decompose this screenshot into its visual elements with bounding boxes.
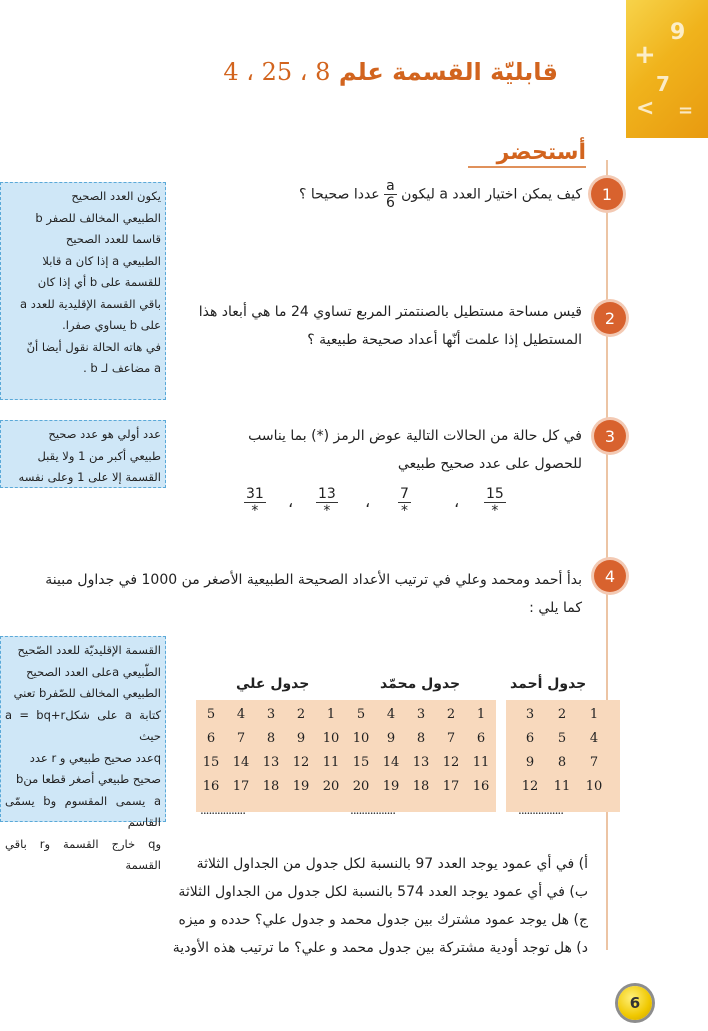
question-number-1: 1	[591, 178, 623, 210]
table-cell: 10	[585, 778, 603, 794]
q3-line-2: للحصول على عدد صحيح طبيعي	[397, 456, 582, 472]
table-row	[514, 774, 610, 798]
table-cell: 9	[386, 730, 396, 746]
definition-line: الطبيعي المخالف للصّفرb تعني	[13, 686, 161, 700]
table-cell: 11	[322, 754, 340, 770]
table-row	[196, 702, 346, 726]
definition-line: a يسمى المقسوم وb يسمّى القاسم	[5, 793, 161, 829]
section-heading: أستحضر	[496, 140, 586, 165]
question-1-text	[299, 178, 582, 211]
table-cell: 20	[322, 778, 340, 794]
title-numbers: 8 ، 25 ، 4	[223, 58, 331, 86]
table-row	[346, 702, 496, 726]
table-row	[196, 750, 346, 774]
table-cell: 3	[266, 706, 276, 722]
table-cell: 18	[262, 778, 280, 794]
table-cell: 10	[322, 730, 340, 746]
table-cell: 7	[589, 754, 599, 770]
q3-separator-3: ،	[288, 492, 294, 511]
question-4-text	[7, 566, 582, 622]
table-cell: 1	[476, 706, 486, 722]
table-cell: 19	[382, 778, 400, 794]
title-text: قابليّة القسمة علم	[338, 58, 558, 86]
definition-line: للقسمة على b أي إذا كان	[37, 275, 161, 289]
table-cell: 2	[557, 706, 567, 722]
q1-text-before: كيف يمكن اختيار العدد a ليكون	[401, 186, 582, 203]
q3-separator-1: ،	[454, 492, 460, 511]
q3-fraction-3-num: 13	[318, 486, 336, 502]
table-cell: 5	[206, 706, 216, 722]
table-cell: 6	[525, 730, 535, 746]
q2-line-2: المستطيل إذا علمت أنّها أعداد صحيحة طبيعية ؟	[307, 332, 582, 348]
sub-question-a: أ) في أي عمود يوجد العدد 97 بالنسبة لكل جدول من الجداول الثلاثة	[196, 856, 588, 872]
table-cell: 19	[292, 778, 310, 794]
definition-line: كتابة a على شكلa = bq+r حيث	[5, 707, 161, 743]
table-cell: 3	[416, 706, 426, 722]
timeline-line	[606, 160, 608, 950]
table-cell: 17	[232, 778, 250, 794]
table-mohamed	[346, 700, 496, 817]
definition-box-prime	[0, 420, 166, 488]
sub-question-c: ج) هل يوجد عمود مشترك بين جدول محمد و جدول علي؟ حدده و ميزه	[178, 912, 588, 928]
table-ahmed	[506, 700, 620, 817]
table-cell: 1	[326, 706, 336, 722]
sub-question-b: ب) في أي عمود يوجد العدد 574 بالنسبة لكل جدول من الجداول الثلاثة	[178, 884, 588, 900]
question-number-3: 3	[594, 420, 626, 452]
corner-decoration: + 9 7 < =	[626, 0, 708, 138]
table-row	[514, 726, 610, 750]
table-cell: 12	[292, 754, 310, 770]
table-cell: 13	[262, 754, 280, 770]
q3-fraction-3-den: *	[323, 503, 331, 519]
table-cell: 17	[442, 778, 460, 794]
definition-line: يكون العدد الصحيح	[71, 189, 161, 203]
table-cell: 16	[202, 778, 220, 794]
table-row	[346, 798, 496, 822]
definition-line: عدد أولي هو عدد صحيح	[48, 427, 161, 441]
table-ahmed-title: جدول أحمد	[510, 676, 587, 692]
sub-questions	[128, 850, 588, 962]
table-dots: ................	[200, 803, 246, 817]
table-cell: 8	[266, 730, 276, 746]
q2-line-1: قيس مساحة مستطيل بالصنتمتر المربع تساوي 24 ما هي أبعاد هذا	[198, 304, 582, 320]
table-cell: 8	[416, 730, 426, 746]
table-cell: 8	[557, 754, 567, 770]
table-cell: 18	[412, 778, 430, 794]
q3-fraction-4-den: *	[251, 503, 259, 519]
definition-line: qعدد صحيح طبيعي و r عدد	[29, 750, 161, 765]
definition-line: وq خارج القسمة وr باقي القسمة	[5, 836, 161, 872]
table-cell: 15	[202, 754, 220, 770]
q3-fractions	[238, 486, 518, 526]
table-row	[514, 702, 610, 726]
section-underline	[468, 166, 586, 168]
definition-line: القسمة الإقليديّة للعدد الصّحيح	[17, 643, 161, 657]
definition-line: صحيح طبيعي أصغر قطعا منb	[16, 772, 161, 786]
table-cell: 10	[352, 730, 370, 746]
table-cell: 5	[557, 730, 567, 746]
table-cell: 20	[352, 778, 370, 794]
q1-frac-den: 6	[385, 195, 395, 211]
question-number-4: 4	[594, 560, 626, 592]
q3-separator-2: ،	[365, 492, 371, 511]
table-cell: 3	[525, 706, 535, 722]
definition-line: الطّبيعي aعلى العدد الصحيح	[26, 664, 161, 679]
table-cell: 6	[476, 730, 486, 746]
definition-line: الطبيعي المخالف للصفر b	[35, 210, 161, 225]
q3-line-1: في كل حالة من الحالات التالية عوض الرمز (*) بما يناسب	[248, 428, 582, 444]
q1-fraction	[384, 178, 397, 211]
table-cell: 13	[412, 754, 430, 770]
page-title	[223, 58, 558, 86]
q3-fraction-3	[316, 486, 338, 519]
table-dots: ................	[350, 803, 396, 817]
table-cell: 4	[589, 730, 599, 746]
definition-line: a مضاعف لـ b .	[83, 361, 161, 375]
q3-fraction-4-num: 31	[246, 486, 264, 502]
table-cell: 7	[236, 730, 246, 746]
definition-line: على b يساوي صفرا.	[62, 318, 161, 332]
definition-line: القسمة إلا على 1 وعلى نفسه	[18, 470, 161, 484]
table-cell: 11	[553, 778, 571, 794]
table-cell: 14	[232, 754, 250, 770]
q1-frac-num: a	[386, 178, 395, 194]
table-cell: 4	[236, 706, 246, 722]
q3-fraction-4	[244, 486, 266, 519]
table-cell: 2	[296, 706, 306, 722]
table-mohamed-title: جدول محمّد	[380, 676, 461, 692]
q3-fraction-2-num: 7	[400, 486, 409, 502]
table-cell: 1	[589, 706, 599, 722]
table-cell: 16	[472, 778, 490, 794]
table-ali	[196, 700, 346, 817]
table-row	[346, 750, 496, 774]
page-number: 6	[618, 986, 652, 1020]
definition-line: الطبيعي a إذا كان a قابلا	[42, 253, 161, 268]
definition-line: طبيعي أكبر من 1 ولا يقبل	[37, 448, 161, 463]
definition-line: في هاته الحالة نقول أيضا أنّ	[26, 339, 161, 354]
table-row	[514, 750, 610, 774]
table-cell: 15	[352, 754, 370, 770]
table-row	[346, 726, 496, 750]
q4-line-2: كما يلي :	[529, 600, 582, 616]
table-dots: ................	[518, 803, 564, 817]
definition-box-euclidean	[0, 636, 166, 872]
q1-text-after: عددا صحيحا ؟	[299, 186, 380, 203]
table-cell: 11	[472, 754, 490, 770]
table-row	[196, 774, 346, 798]
table-cell: 9	[525, 754, 535, 770]
q3-fraction-1	[484, 486, 506, 519]
q3-fraction-2-den: *	[400, 503, 408, 519]
q3-fraction-2	[398, 486, 411, 519]
table-cell: 14	[382, 754, 400, 770]
table-ali-title: جدول علي	[236, 676, 310, 692]
q3-fraction-1-num: 15	[486, 486, 504, 502]
table-cell: 12	[442, 754, 460, 770]
sub-question-d: د) هل توجد أودية مشتركة بين جدول محمد و علي؟ ما ترتيب هذه الأودية	[172, 940, 588, 956]
definition-line: قاسما للعدد الصحيح	[65, 232, 161, 246]
table-row	[196, 726, 346, 750]
table-cell: 12	[521, 778, 539, 794]
table-row	[196, 798, 346, 822]
table-cell: 4	[386, 706, 396, 722]
question-3-text	[248, 422, 582, 478]
table-row	[514, 798, 610, 822]
table-cell: 7	[446, 730, 456, 746]
definition-line: باقي القسمة الإقليدية للعدد a	[19, 296, 161, 311]
q4-line-1: بدأ أحمد ومحمد وعلي في ترتيب الأعداد الصحيحة الطبيعية الأصغر من 1000 في جداول مبينة	[45, 572, 582, 588]
table-cell: 6	[206, 730, 216, 746]
q3-fraction-1-den: *	[491, 503, 499, 519]
definition-box-divisor	[0, 182, 166, 400]
table-cell: 5	[356, 706, 366, 722]
table-cell: 2	[446, 706, 456, 722]
question-number-2: 2	[594, 302, 626, 334]
table-cell: 9	[296, 730, 306, 746]
table-row	[346, 774, 496, 798]
